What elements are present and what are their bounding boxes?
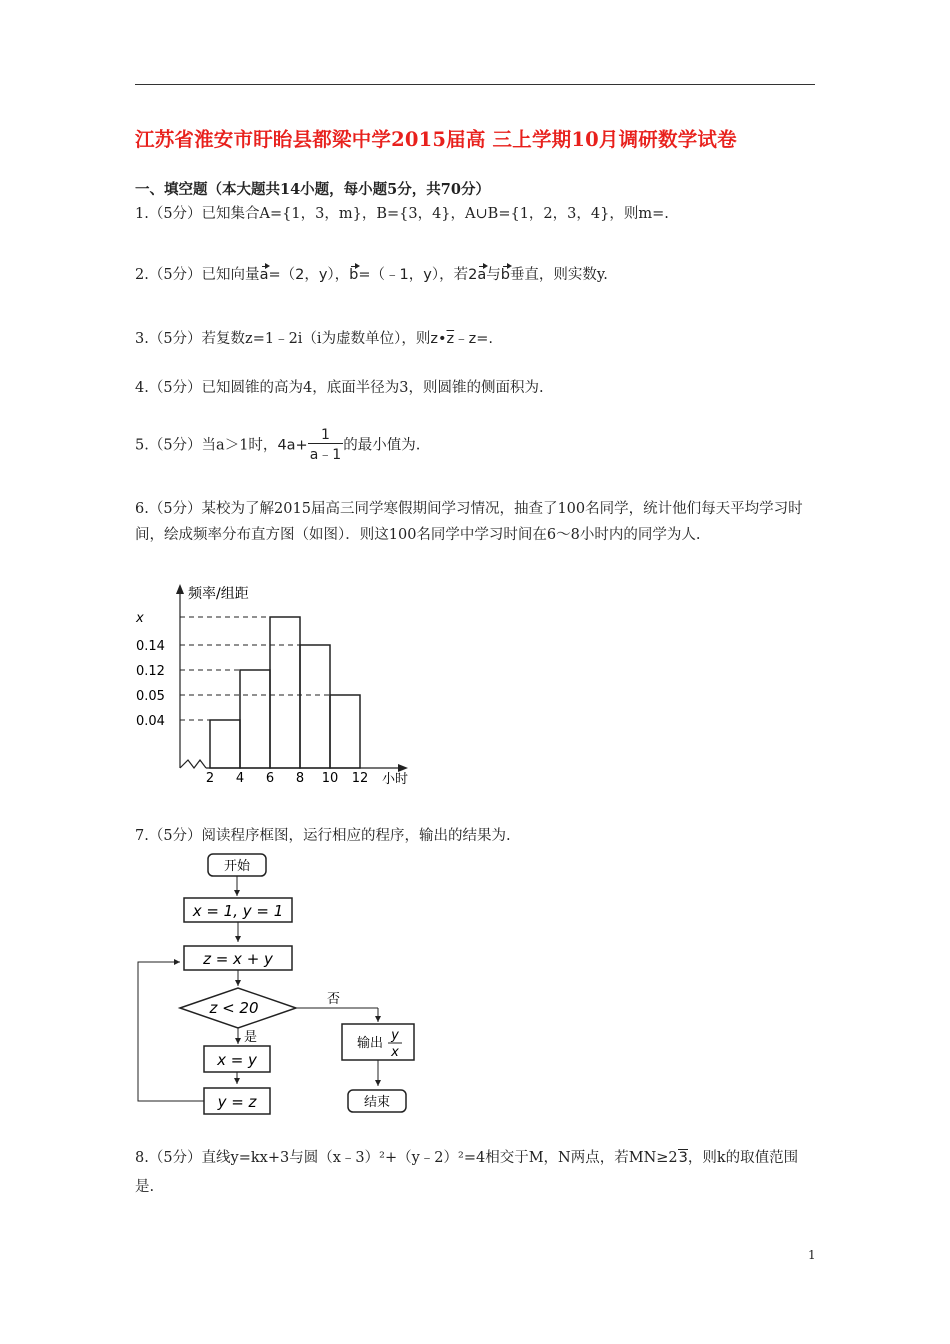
histogram-bar [270, 617, 300, 768]
histogram-x-tick: 8 [295, 771, 305, 786]
q8-sqrt: 3 [678, 1150, 688, 1166]
histogram-x-label: 小时 [382, 772, 409, 787]
vector-b: b [349, 267, 359, 283]
program-flowchart [130, 848, 430, 1120]
flow-start-text: 开始 [223, 859, 251, 874]
histogram-y-tick: 0.14 [136, 639, 165, 654]
page-number: 1 [808, 1248, 816, 1262]
flow-x-text: x = y [217, 1051, 257, 1069]
histogram-x-tick: 2 [205, 771, 215, 786]
q5-prefix: 5.（5分）当a＞1时， [135, 437, 278, 454]
q3-expr-b: ﹣z=. [454, 331, 493, 347]
document-title: 江苏省淮安市盱眙县都梁中学2015届高 三上学期10月调研数学试卷 [135, 128, 737, 151]
q2-mid: 与 [486, 267, 501, 283]
histogram-y-label: 频率/组距 [188, 586, 249, 602]
question-7: 7.（5分）阅读程序框图，运行相应的程序，输出的结果为. [135, 828, 511, 844]
flow-yes-label: 是 [244, 1030, 258, 1045]
flow-output-label: 输出 [356, 1036, 384, 1051]
vector-b-value: =（﹣1，y），若2 [358, 267, 478, 283]
q8-prefix: 8.（5分）直线y=kx+3与圆（x﹣3）²+（y﹣2）²=4相交于M，N两点，若MN≥2 [135, 1150, 678, 1166]
histogram-y-arrow [176, 584, 184, 594]
q3-conjugate: $\overline{z}$ [446, 331, 455, 347]
histogram-y-tick: 0.05 [136, 689, 165, 704]
question-8-line2: 是. [135, 1179, 155, 1195]
q2-prefix: 2.（5分）已知向量 [135, 267, 260, 283]
flow-y-text: y = z [217, 1093, 257, 1111]
vector-a-value: =（2，y）， [268, 267, 350, 283]
histogram-y-tick: 0.12 [136, 664, 165, 679]
q8-suffix: ，则k的取值范围 [687, 1150, 799, 1166]
flow-output-denominator: x [391, 1045, 399, 1060]
histogram-x-tick: 10 [321, 771, 339, 786]
q5-numerator: 1 [308, 427, 344, 444]
q5-fraction [308, 427, 344, 464]
histogram-y-tick: 0.04 [136, 714, 165, 729]
histogram-x-arrow [398, 764, 408, 772]
flow-z-text: z = x + y [203, 950, 273, 968]
vector-a: a [259, 267, 269, 283]
question-2 [135, 263, 608, 284]
histogram-bar [210, 720, 240, 768]
header-rule [135, 84, 815, 85]
flow-end-text: 结束 [363, 1095, 391, 1110]
q5-suffix: 的最小值为. [343, 437, 421, 454]
vector-b-2: b [500, 267, 510, 283]
histogram-bar [330, 695, 360, 768]
question-3 [135, 327, 493, 348]
q3-prefix: 3.（5分）若复数z=1﹣2i（i为虚数单位），则 [135, 331, 431, 347]
question-8 [135, 1146, 798, 1167]
q5-denominator: a﹣1 [309, 447, 342, 463]
q2-suffix: 垂直，则实数y. [509, 267, 608, 283]
histogram-bar [240, 670, 270, 768]
flow-condition-text: z < 20 [209, 999, 259, 1017]
question-5 [135, 427, 420, 464]
frequency-histogram [130, 580, 420, 790]
vector-a-2: a [477, 267, 487, 283]
histogram-bar [300, 645, 330, 768]
histogram-axis-break [180, 760, 206, 768]
flow-init-text: x = 1, y = 1 [192, 902, 284, 920]
question-6: 6.（5分）某校为了解2015届高三同学寒假期间学习情况，抽查了100名同学，统计他们每天平均学习时间，绘成频率分布直方图（如图）．则这100名同学中学习时间在6～8小时内的同学为人. [135, 501, 803, 543]
question-4: 4.（5分）已知圆锥的高为4，底面半径为3，则圆锥的侧面积为. [135, 380, 544, 396]
flow-loop-back [138, 962, 204, 1101]
flow-output-numerator: y [391, 1028, 399, 1043]
section-heading: 一、填空题（本大题共14小题，每小题5分，共70分） [135, 181, 490, 198]
histogram-y-tick: x [136, 611, 144, 626]
question-1: 1.（5分）已知集合A={1，3，m}，B={3，4}，A∪B={1，2，3，4}，则m=. [135, 206, 669, 222]
flow-no-label: 否 [327, 992, 341, 1007]
histogram-x-tick: 4 [235, 771, 245, 786]
q3-expr-a: z• [430, 331, 447, 347]
q5-lead: 4a+ [277, 437, 308, 454]
histogram-x-tick: 12 [351, 771, 369, 786]
histogram-x-tick: 6 [265, 771, 275, 786]
